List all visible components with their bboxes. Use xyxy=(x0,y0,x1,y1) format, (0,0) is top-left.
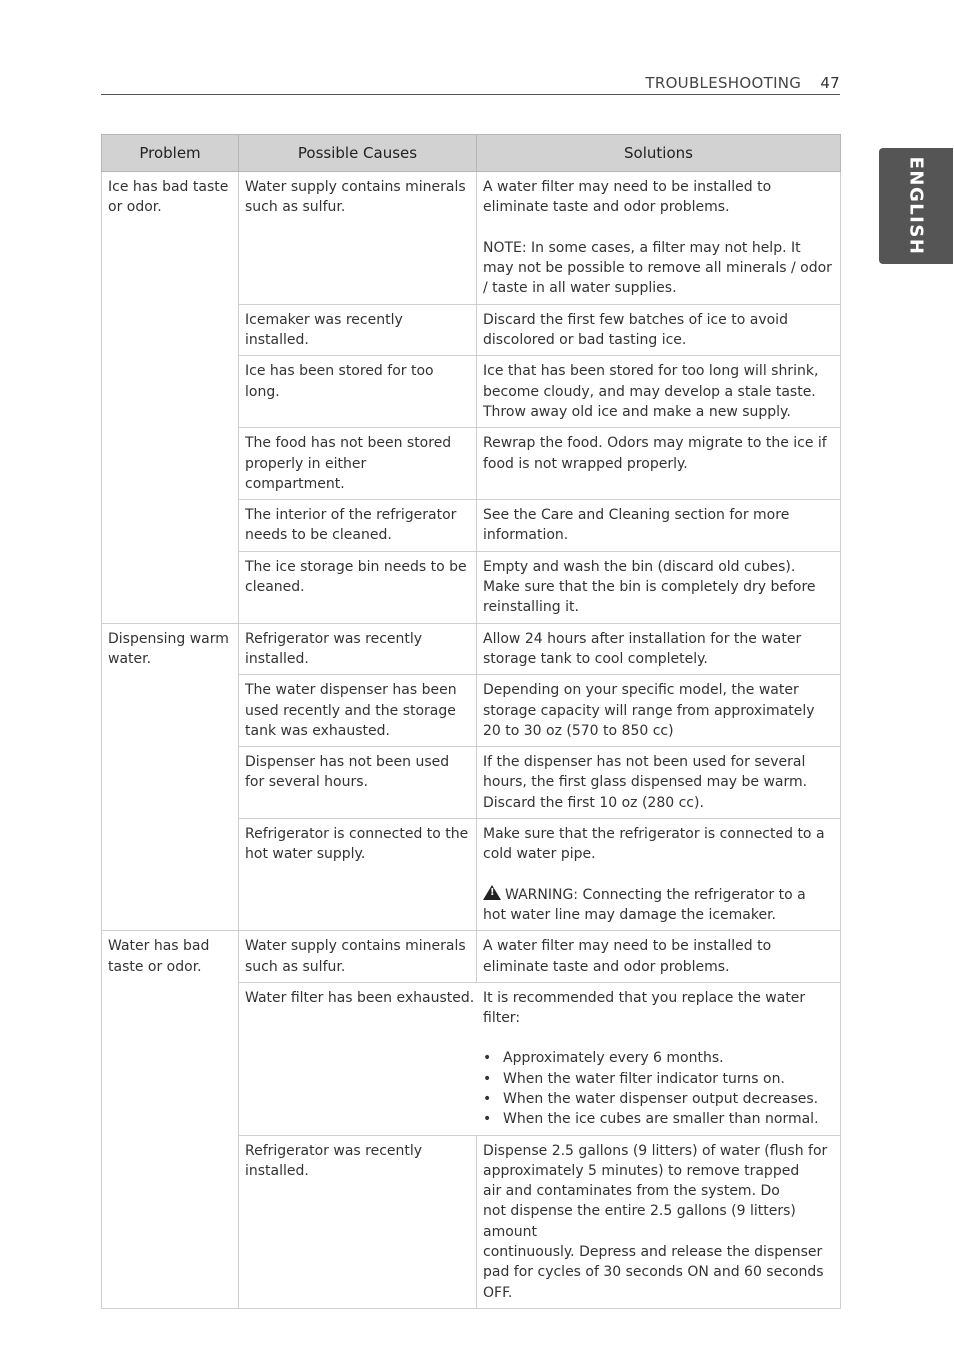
table-row xyxy=(102,623,841,675)
cause-cell: The food has not been stored properly in either compartment. xyxy=(239,428,477,500)
table-row xyxy=(102,931,841,983)
header-solutions: Solutions xyxy=(477,135,841,172)
solution-cell xyxy=(477,819,841,931)
solution-text: Make sure that the refrigerator is connected to a cold water pipe. xyxy=(483,826,825,863)
language-tab-label: ENGLISH xyxy=(905,156,927,256)
solution-cell: See the Care and Cleaning section for more information. xyxy=(477,500,841,552)
troubleshooting-table xyxy=(101,134,841,1309)
list-item: • When the ice cubes are smaller than normal. xyxy=(483,1109,834,1129)
solution-cell: Discard the first few batches of ice to avoid discolored or bad tasting ice. xyxy=(477,304,841,356)
table-row xyxy=(102,172,841,305)
cause-cell: Refrigerator is connected to the hot water supply. xyxy=(239,819,477,931)
cause-cell: Dispenser has not been used for several hours. xyxy=(239,747,477,819)
language-tab xyxy=(879,148,953,264)
solution-cell: Rewrap the food. Odors may migrate to the ice if food is not wrapped properly. xyxy=(477,428,841,500)
solution-cell: Depending on your specific model, the water storage capacity will range from approximately 20 to 30 oz (570 to 850 cc) xyxy=(477,675,841,747)
solution-cell: A water filter may need to be installed to eliminate taste and odor problems. xyxy=(477,931,841,983)
page-header xyxy=(101,70,840,95)
cause-cell: The ice storage bin needs to be cleaned. xyxy=(239,551,477,623)
cause-cell: The water dispenser has been used recently and the storage tank was exhausted. xyxy=(239,675,477,747)
page-number: 47 xyxy=(820,74,840,92)
header-text xyxy=(645,74,840,92)
warning-text: WARNING: Connecting the refrigerator to a hot water line may damage the icemaker. xyxy=(483,886,806,923)
header-problem: Problem xyxy=(102,135,239,172)
problem-cell: Ice has bad taste or odor. xyxy=(102,172,239,624)
solution-cell: A water filter may need to be installed to eliminate taste and odor problems. NOTE: In some cases, a filter may not help. It may not be possible to remove all minerals / odor / taste in all water supplies. xyxy=(477,172,841,305)
list-item: • Approximately every 6 months. xyxy=(483,1048,834,1068)
solution-cell: Ice that has been stored for too long will shrink, become cloudy, and may develop a stale taste. Throw away old ice and make a new supply. xyxy=(477,356,841,428)
solution-cell: If the dispenser has not been used for several hours, the first glass dispensed may be warm. Discard the first 10 oz (280 cc). xyxy=(477,747,841,819)
table-header-row xyxy=(102,135,841,172)
cause-cell: Refrigerator was recently installed. xyxy=(239,1135,477,1308)
header-possible-causes: Possible Causes xyxy=(239,135,477,172)
solution-block xyxy=(483,988,834,1130)
section-title: TROUBLESHOOTING xyxy=(645,74,802,92)
list-item: • When the water filter indicator turns on. xyxy=(483,1069,834,1089)
cause-cell: Icemaker was recently installed. xyxy=(239,304,477,356)
cause-text: Water filter has been exhausted. xyxy=(245,989,475,1006)
cause-cell: Refrigerator was recently installed. xyxy=(239,623,477,675)
solution-cell: Allow 24 hours after installation for the water storage tank to cool completely. xyxy=(477,623,841,675)
problem-cell: Water has bad taste or odor. xyxy=(102,931,239,1309)
solution-cell: Dispense 2.5 gallons (9 litters) of water (flush for approximately 5 minutes) to remove trapped air and contaminates from the system. Do not dispense the entire 2.5 gallons (9 litters) amount continuously. Depress and release the dispenser pad for cycles of 30 seconds ON and 60 seconds OFF. xyxy=(477,1135,841,1308)
list-item: • When the water dispenser output decreases. xyxy=(483,1089,834,1109)
solution-lead: It is recommended that you replace the water filter: xyxy=(483,989,806,1027)
cause-solution-cell xyxy=(239,982,841,1135)
solution-cell: Empty and wash the bin (discard old cubes). Make sure that the bin is completely dry before reinstalling it. xyxy=(477,551,841,623)
warning-icon xyxy=(483,885,501,900)
problem-cell: Dispensing warm water. xyxy=(102,623,239,931)
cause-cell: The interior of the refrigerator needs to be cleaned. xyxy=(239,500,477,552)
cause-cell: Water supply contains minerals such as sulfur. xyxy=(239,931,477,983)
cause-cell: Water supply contains minerals such as sulfur. xyxy=(239,172,477,305)
solution-bullet-list xyxy=(483,1048,834,1129)
cause-cell: Ice has been stored for too long. xyxy=(239,356,477,428)
